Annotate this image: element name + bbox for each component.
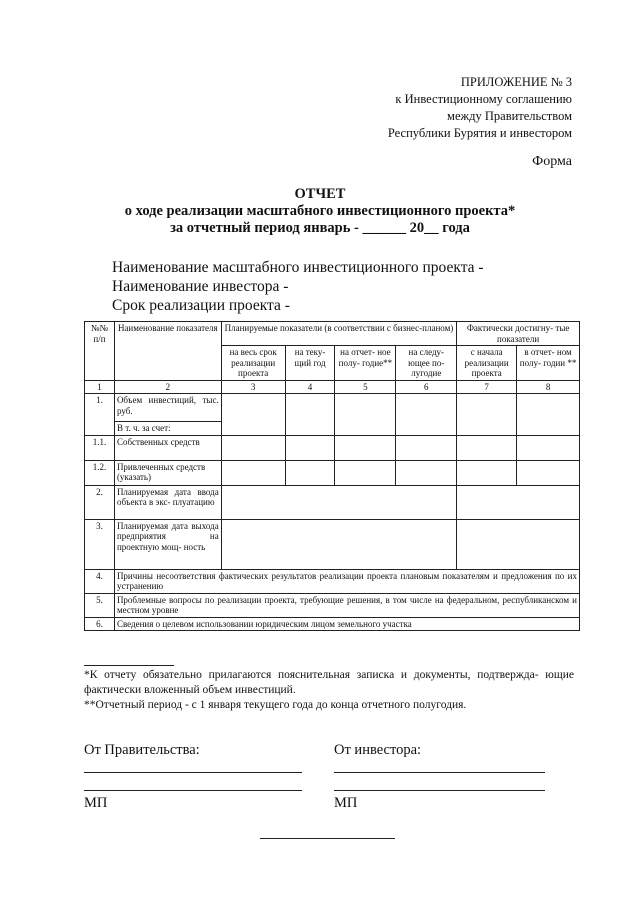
value-cell <box>396 460 457 485</box>
row-name: Планируемая дата ввода объекта в экс- плуатацию <box>114 485 221 519</box>
table-row <box>85 617 580 631</box>
row-text: Причины несоответствия фактических результатов реализации проекта плановым показателям и предложения по их устранению <box>114 569 579 593</box>
appendix-line: Республики Бурятия и инвестором <box>387 126 572 140</box>
row-name: Привлеченных средств (указать) <box>114 460 221 485</box>
footnote-2: **Отчетный период - с 1 января текущего года до конца отчетного полугодия. <box>84 699 467 711</box>
column-number-row <box>85 380 580 394</box>
value-cell <box>517 460 580 485</box>
value-cell <box>221 394 285 436</box>
appendix-line: между Правительством <box>447 109 572 123</box>
value-cell <box>221 435 285 460</box>
appendix-line: ПРИЛОЖЕНИЕ № 3 <box>460 75 572 89</box>
title-line-3: за отчетный период январь - ______ 20__ года <box>170 220 470 236</box>
value-cell <box>457 460 517 485</box>
subheader-cell: на теку- щий год <box>285 346 335 381</box>
seal-label-right: МП <box>334 795 358 811</box>
row-num: 2. <box>85 485 115 519</box>
value-cell <box>221 519 457 569</box>
row-num: 4. <box>85 569 115 593</box>
value-cell <box>457 519 580 569</box>
value-cell <box>396 435 457 460</box>
column-number: 1 <box>85 380 115 394</box>
row-num: 1. <box>85 394 115 436</box>
footnote-1: *К отчету обязательно прилагаются пояснительная записка и документы, подтвержда- ющие фактически вложенный объем инвестиций. <box>84 669 574 696</box>
seal-label-left: МП <box>84 795 108 811</box>
table-row <box>85 519 580 569</box>
value-cell <box>285 394 335 436</box>
field-project-term: Срок реализации проекта - <box>112 297 290 314</box>
table-row <box>85 485 580 519</box>
row-num: 5. <box>85 593 115 617</box>
row-num: 1.2. <box>85 460 115 485</box>
column-number: 2 <box>114 380 221 394</box>
value-cell <box>285 460 335 485</box>
row-num: 1.1. <box>85 435 115 460</box>
column-number: 4 <box>285 380 335 394</box>
field-investor-name: Наименование инвестора - <box>112 278 289 295</box>
table-row <box>85 394 580 422</box>
title-line-1: ОТЧЕТ <box>294 186 346 202</box>
form-label: Форма <box>532 154 572 169</box>
subheader-cell: на следу- ющее по- лугодие <box>396 346 457 381</box>
table-row <box>85 460 580 485</box>
report-table <box>84 321 580 631</box>
value-cell <box>457 394 517 436</box>
column-number: 6 <box>396 380 457 394</box>
value-cell <box>517 394 580 436</box>
value-cell <box>457 435 517 460</box>
subheader-cell: с начала реализации проекта <box>457 346 517 381</box>
row-num: 3. <box>85 519 115 569</box>
signature-line <box>334 772 545 773</box>
value-cell <box>335 394 396 436</box>
column-number: 3 <box>221 380 285 394</box>
signature-line <box>334 790 545 791</box>
value-cell <box>457 485 580 519</box>
row-name: Планируемая дата выхода предприятия на проектную мощ- ность <box>114 519 221 569</box>
value-cell <box>517 435 580 460</box>
row-text: Проблемные вопросы по реализации проекта, требующие решения, в том числе на федеральном, республиканском и местном уровне <box>114 593 579 617</box>
table-row <box>85 435 580 460</box>
column-number: 8 <box>517 380 580 394</box>
subheader-cell: на отчет- ное полу- годие** <box>335 346 396 381</box>
table-row <box>85 569 580 593</box>
column-number: 5 <box>335 380 396 394</box>
signature-line <box>84 772 302 773</box>
end-divider <box>260 838 395 839</box>
value-cell <box>396 394 457 436</box>
project-fields <box>112 258 484 315</box>
value-cell <box>335 460 396 485</box>
value-cell <box>335 435 396 460</box>
row-name: Объем инвестиций, тыс. руб. <box>114 394 221 422</box>
title-line-2: о ходе реализации масштабного инвестиционного проекта* <box>124 203 516 219</box>
header-planned: Планируемые показатели (в соответствии с бизнес-планом) <box>221 322 457 346</box>
row-num: 6. <box>85 617 115 631</box>
header-actual: Фактически достигну- тые показатели <box>457 322 580 346</box>
row-subname: В т. ч. за счет: <box>114 422 221 436</box>
appendix-header <box>388 74 572 142</box>
subheader-cell: в отчет- ном полу- годии ** <box>517 346 580 381</box>
value-cell <box>221 485 457 519</box>
footnote-divider <box>84 665 174 666</box>
report-title <box>0 186 640 237</box>
header-name: Наименование показателя <box>114 322 221 381</box>
subheader-cell: на весь срок реализации проекта <box>221 346 285 381</box>
signature-right-label: От инвестора: <box>334 742 422 758</box>
table-row <box>85 593 580 617</box>
header-num: №№ п/п <box>85 322 115 381</box>
row-name: Собственных средств <box>114 435 221 460</box>
signature-left-label: От Правительства: <box>84 742 200 758</box>
value-cell <box>285 435 335 460</box>
signature-line <box>84 790 302 791</box>
footnotes <box>84 668 574 713</box>
appendix-line: к Инвестиционному соглашению <box>395 92 572 106</box>
value-cell <box>221 460 285 485</box>
field-project-name: Наименование масштабного инвестиционного проекта - <box>112 259 484 276</box>
row-text: Сведения о целевом использовании юридическим лицом земельного участка <box>114 617 579 631</box>
column-number: 7 <box>457 380 517 394</box>
